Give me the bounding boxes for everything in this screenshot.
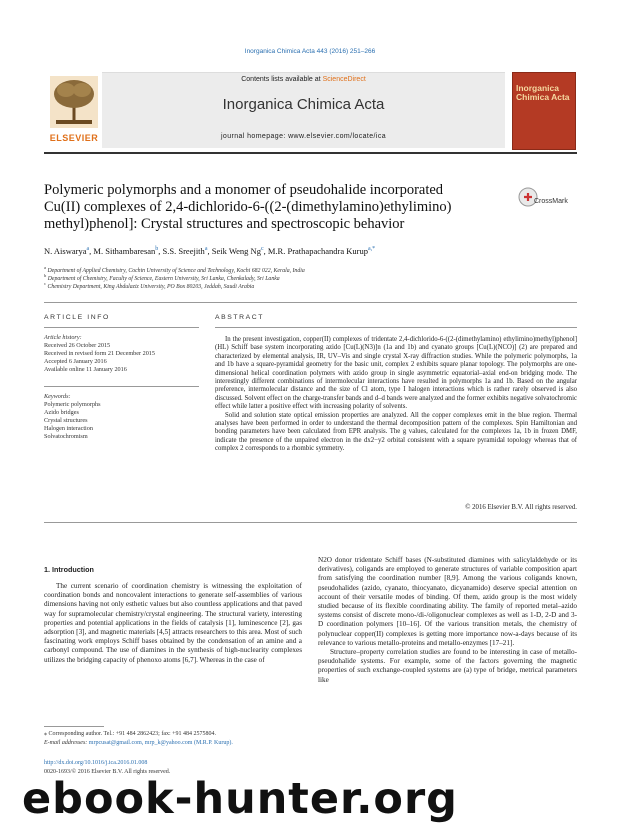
footnote-divider (44, 726, 104, 727)
journal-homepage[interactable]: journal homepage: www.elsevier.com/locate/ica (220, 133, 387, 140)
affil-text: Department of Chemistry, Faculty of Science, Eastern University, Sri Lanka, Chenkalady, Sri Lanka (47, 275, 280, 282)
body-paragraph: The current scenario of coordination chemistry is witnessing the exploitation of coordination bonds and noncovalent interactions to generate self-assemblies of various dimensions having not only esthetic values but also countless applications and that paved way for supramolecular chemistry/crystal engineering. The structural variety, interesting properties and potential applications in the fields of catalysis [1], luminescence [2], gas adsorption [3], and magnetic materials [4,5] attracts researchers to this area. Most of such fascinating work employs Schiff bases obtained by the condensation of an amine and a carbonyl compound. The use of diamines in the synthesis of high-nuclearity complexes utilizes the bridging capacity of phenoxo atoms [6,7]. Whereas in the case of (44, 582, 302, 664)
intro-right-column (318, 556, 577, 685)
journal-title: Inorganica Chimica Acta (222, 96, 385, 113)
email-note (44, 739, 233, 747)
author-affil-mark: b (155, 246, 159, 253)
abstract-heading: ABSTRACT (215, 314, 265, 321)
affil-text: Chemistry Department, King Abdulaziz University, PO Box 80203, Jeddah, Saudi Arabia (47, 283, 255, 290)
header-divider (44, 152, 577, 154)
abstract-copyright: © 2016 Elsevier B.V. All rights reserved. (465, 504, 577, 511)
author-affil-mark: c (260, 246, 264, 253)
affil-mark: b (44, 273, 47, 278)
history-item: Available online 11 January 2016 (44, 366, 127, 373)
contents-available-line (102, 76, 505, 83)
author-affil-mark: a,* (367, 246, 376, 253)
email-links[interactable]: mrpcusat@gmail.com, mrp_k@yahoo.com (M.R.P. Kurup). (88, 740, 233, 746)
body-paragraph: Structure–property correlation studies are found to be interesting in case of metallo-pseudohalide systems. For example, some of the factors governing the magnetic properties of such exchange-coupled systems are (a) type of bridge, metrical parameters like (318, 648, 577, 684)
issn-line: 0020-1693/© 2016 Elsevier B.V. All rights reserved. (44, 769, 171, 775)
author-list: N. Aiswarya$^a$, M. Sithambaresan$^b$, S.S. Sreejith$^a$, Seik Weng Ng$^c$, M.R. Prathapachandra Kurup$^{a,*}$ (44, 246, 376, 256)
keyword: Polymeric polymorphs (44, 401, 101, 408)
author-name[interactable]: M.R. Prathapachandra Kurup (267, 246, 368, 256)
intro-left-column (44, 582, 302, 665)
author-name[interactable]: M. Sithambaresan (93, 246, 156, 256)
author-name[interactable]: S.S. Sreejith (162, 246, 205, 256)
publisher-name: ELSEVIER (49, 133, 99, 143)
abstract-body (215, 336, 577, 454)
abstract-bottom-divider (44, 522, 577, 523)
author-affil-mark: a (86, 246, 90, 253)
corresponding-author-note: ⁎ Corresponding author. Tel.: +91 484 2862423; fax: +91 484 2575804. (44, 731, 217, 737)
title-line: methyl)phenol]: Crystal structures and spectroscopic behavior (44, 216, 405, 232)
abstract-paragraph: Solid and solution state optical emission properties are analyzed. All the copper complexes emit in the blue region. Thermal analyses have been performed in order to understand the thermal decomposition pattern of the complexes. Spin Hamiltonian and bonding parameters have been calculated from EPR analysis. The g values, calculated for the complexes 1a, 1b in frozen DMF, indicate the presence of the unpaired electron in the dx2−y2 orbital consistent with a square pyramidal topology whereas that of complex 2 corresponds to a rhombic symmetry. (215, 411, 577, 453)
doi-link[interactable]: http://dx.doi.org/10.1016/j.ica.2016.01.008 (44, 760, 148, 766)
keyword: Halogen interaction (44, 425, 93, 432)
crossmark-label: CrossMark (534, 198, 568, 205)
section-heading: 1. Introduction (44, 565, 94, 574)
article-info-heading: ARTICLE INFO (44, 314, 110, 321)
history-label: Article history: (44, 334, 82, 341)
sciencedirect-link[interactable]: ScienceDirect (322, 76, 366, 83)
article-info-divider (44, 327, 199, 328)
title-line: Cu(II) complexes of 2,4-dichlorido-6-((2-(dimethylamino)ethylimino) (44, 199, 452, 215)
affil-mark: a (44, 265, 46, 270)
keywords-divider (44, 386, 199, 387)
history-item: Received in revised form 21 December 2015 (44, 350, 155, 357)
keyword: Solvatochromism (44, 433, 88, 440)
abstract-paragraph: In the present investigation, copper(II) complexes of tridentate 2,4-dichlorido-6-((2-(dimethylamino) ethylimino)methyl)phenol] (HL) Schiff base system incorporating azido [Cu(L)(N3)]n (1a and 1b) and cyanato groups [Cu(L)(NCO)] (2) are prepared and characterized by elemental analysis, IR, UV–Vis and single crystal X-ray diffraction studies. While the polymeric polymorphs, 1a and 1b have a square-pyramidal geometry for the basic unit, complex 2 exhibits square planar topology. The polymorphs are one-dimensional helical coordination polymers with azido group in single asymmetric equatorial–axial end-on bridging mode. The interestingly different combinations of intermolecular interactions have resulted in polymorphs 1a and 1b. Based on the angular preference, intermolecular distance and the size of Cl atom, type I halogen interactions which is rather rarely observed is also discussed. Solvent effect on the charge-transfer bands and d–d bands were analyzed and the former exhibits negative solvatochromic effect while latter a positive effect with increasing polarity of solvents. (215, 336, 577, 411)
body-paragraph: N2O donor tridentate Schiff bases (N-substituted diamines with salicylaldehyde or its derivatives), coligands are employed to generate structures of variable composition apart from satisfying the coordination number [8,9]. Among the various coligands known, pseudohalides (azido, cyanato, thiocyanato, dicyanamido) deserve special attention on account of their versatile modes of binding. Of them, azido group is the most widely studied because of its flexible coordinating ability. The family of reported metal–azido systems consist of discrete mono-/di-/oligonuclear complexes as well as 1-D, 2-D and 3-D coordination polymers [10–16]. Of the various transition metals, the chemistry of polynuclear copper(II) complexes is getting more importance now-a-days because of its relevance to various metallo-proteins and metallo-enzymes [17–21]. (318, 556, 577, 647)
paper-title (44, 182, 514, 233)
history-item: Received 26 October 2015 (44, 342, 111, 349)
author-name[interactable]: N. Aiswarya (44, 246, 87, 256)
keyword: Crystal structures (44, 417, 88, 424)
affil-mark: c (44, 281, 46, 286)
title-line: Polymeric polymorphs and a monomer of pseudohalide incorporated (44, 182, 444, 198)
affiliation (44, 281, 577, 290)
author-name[interactable]: Seik Weng Ng (211, 246, 261, 256)
watermark-text: ebook-hunter.org (22, 774, 458, 824)
affiliation-divider (44, 302, 577, 303)
email-label: E-mail addresses: (44, 740, 88, 746)
keyword: Azido bridges (44, 409, 79, 416)
journal-reference[interactable]: Inorganica Chimica Acta 443 (2016) 251–266 (244, 48, 376, 55)
abstract-divider (215, 327, 577, 328)
cover-title: Inorganica Chimica Acta (516, 83, 570, 102)
author-affil-mark: a (204, 246, 208, 253)
affil-text: Department of Applied Chemistry, Cochin University of Science and Technology, Kochi 682 022, Kerala, India (47, 267, 305, 274)
contents-prefix: Contents lists available at (241, 76, 321, 83)
history-item: Accepted 6 January 2016 (44, 358, 107, 365)
keywords-label: Keywords: (44, 393, 71, 400)
